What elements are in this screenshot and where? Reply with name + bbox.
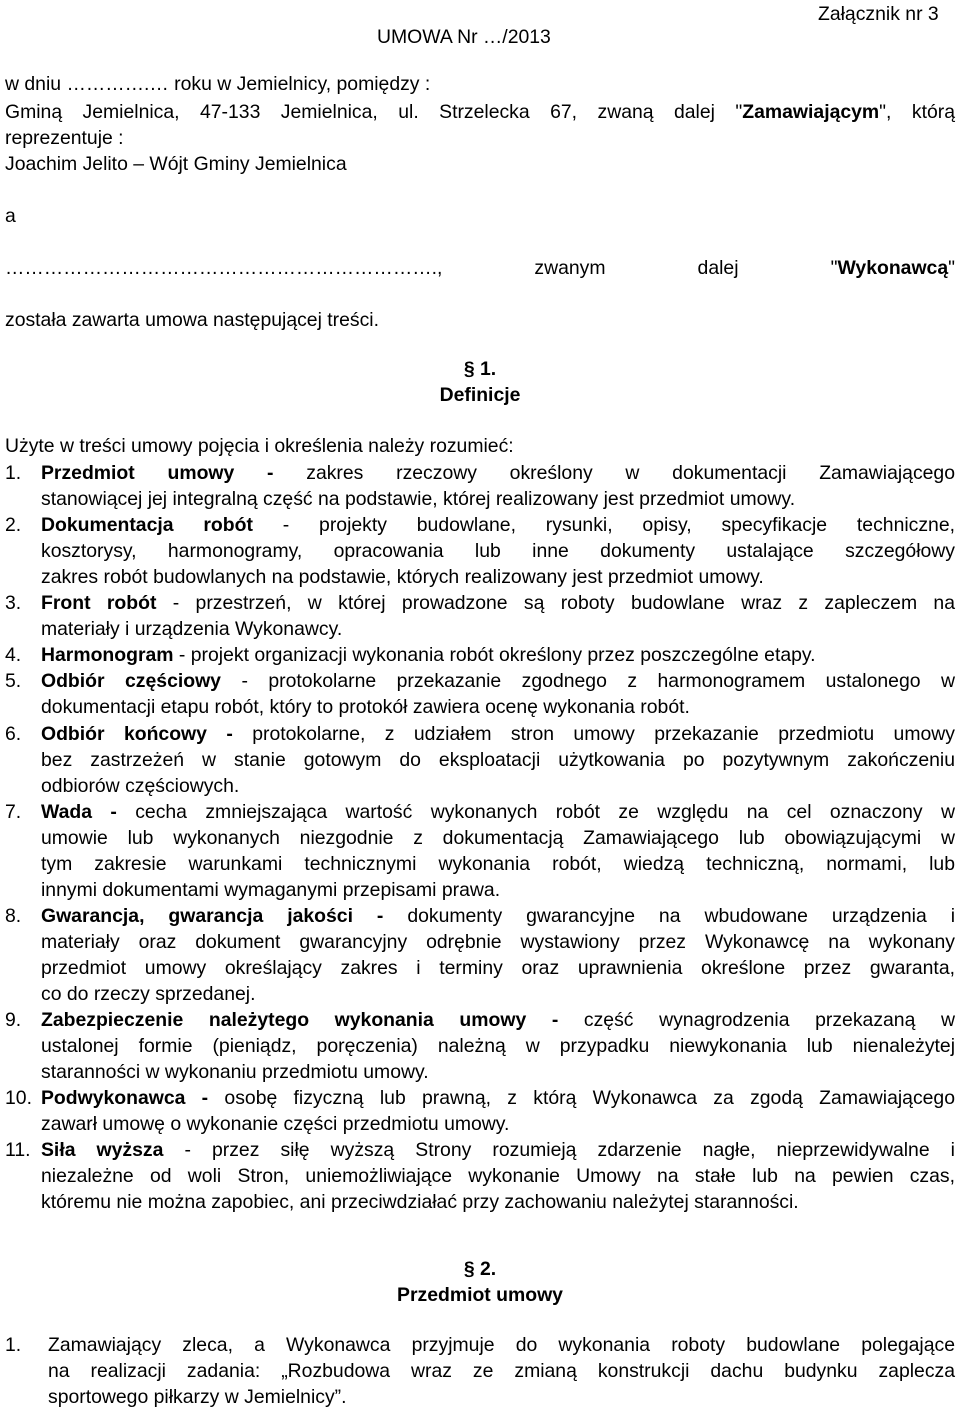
definition-line bbox=[41, 514, 955, 537]
definition-line bbox=[41, 1139, 955, 1162]
definition-line bbox=[41, 462, 955, 485]
definition-term: Harmonogram bbox=[41, 644, 174, 667]
definition-continuation: co do rzeczy sprzedanej. bbox=[41, 983, 256, 1005]
definition-line bbox=[41, 801, 955, 824]
definition-line bbox=[41, 905, 955, 928]
definition-term: Podwykonawca - bbox=[41, 1087, 209, 1110]
definition-term: Odbiór częściowy bbox=[41, 670, 221, 693]
section1-number: § 1. bbox=[463, 358, 497, 380]
definition-number: 8. bbox=[5, 904, 22, 927]
definition-term: Gwarancja, gwarancja jakości - bbox=[41, 904, 384, 927]
intro-line-representative: Joachim Jelito – Wójt Gminy Jemielnica bbox=[5, 153, 347, 175]
definition-continuation: materiały oraz dokument gwarancyjny odrębnie wystawiony przez Wykonawcę na wykonany bbox=[41, 930, 955, 953]
definition-continuation: bez zastrzeżeń w stanie gotowym do eksploatacji użytkowania po pozytywnym zakończeniu bbox=[41, 748, 955, 771]
definition-number: 3. bbox=[5, 592, 22, 615]
definition-continuation: zawarł umowę o wykonanie części przedmiotu umowy. bbox=[41, 1113, 510, 1136]
definition-continuation: któremu nie można zapobiec, ani przeciwdziałać przy zachowaniu należytej staranności. bbox=[41, 1191, 799, 1214]
definition-number: 2. bbox=[5, 514, 22, 537]
definition-term: Dokumentacja robót bbox=[41, 514, 253, 537]
definition-text: osobę fizyczną lub prawną, z którą Wykonawca za zgodą Zamawiającego bbox=[208, 1087, 955, 1110]
definition-term: Siła wyższa bbox=[41, 1139, 164, 1162]
definition-continuation: materiały i urządzenia Wykonawcy. bbox=[41, 618, 343, 641]
definition-text: część wynagrodzenia przekazaną w bbox=[558, 1009, 955, 1032]
definition-continuation: ustalonej formie (pieniądz, poręczenia) należną w przypadku niewykonania lub nienależytej bbox=[41, 1035, 955, 1058]
definition-number: 6. bbox=[5, 722, 22, 745]
intro-line-party2: …………………………………………………………., zwanym dalej "Wykonawcą" bbox=[5, 257, 955, 279]
definition-number: 5. bbox=[5, 670, 22, 693]
definition-line bbox=[41, 644, 955, 667]
intro-line-date: w dniu ………….… roku w Jemielnicy, pomiędzy : bbox=[5, 73, 431, 95]
definition-number: 1. bbox=[5, 462, 22, 484]
intro-line-contract: została zawarta umowa następującej treści. bbox=[5, 309, 379, 331]
section2-item-number: 1. bbox=[5, 1334, 22, 1356]
definition-continuation: kosztorysy, harmonogramy, opracowania lub inne dokumenty ustalające szczegółowy bbox=[41, 540, 955, 563]
definition-text: protokolarne, z udziałem stron umowy przekazanie przedmiotu umowy bbox=[232, 722, 955, 745]
section1-lead: Użyte w treści umowy pojęcia i określenia należy rozumieć: bbox=[5, 435, 514, 457]
definition-number: 11. bbox=[5, 1139, 31, 1162]
definition-text: - przez siłę wyższą Strony rozumieją zdarzenie nagłe, nieprzewidywalne i bbox=[163, 1139, 955, 1162]
definition-line bbox=[41, 1087, 955, 1110]
intro-line-party1: Gminą Jemielnica, 47-133 Jemielnica, ul. Strzelecka 67, zwaną dalej "Zamawiającym", którą bbox=[5, 101, 955, 123]
section2-title: Przedmiot umowy bbox=[397, 1284, 563, 1306]
definition-term: Przedmiot umowy - bbox=[41, 462, 274, 484]
definition-continuation: niezależne od woli Stron, uniemożliwiające wykonanie Umowy na stałe lub na pewien czas, bbox=[41, 1165, 955, 1188]
definition-number: 9. bbox=[5, 1009, 22, 1032]
definition-continuation: stanowiącej jej integralną część na podstawie, której realizowany jest przedmiot umowy. bbox=[41, 488, 796, 511]
definition-line bbox=[41, 723, 955, 746]
section2-number: § 2. bbox=[463, 1258, 497, 1280]
section2-item-line: sportowego piłkarzy w Jemielnicy”. bbox=[48, 1386, 347, 1408]
definition-text: - protokolarne przekazanie zgodnego z harmonogramem ustalonego w bbox=[220, 670, 955, 693]
section2-item-line: Zamawiający zleca, a Wykonawca przyjmuje do wykonania roboty budowlane polegające bbox=[48, 1334, 955, 1356]
definition-continuation: dokumentacji etapu robót, który to protokół zawiera ocenę wykonania robót. bbox=[41, 696, 690, 719]
definition-line bbox=[41, 1009, 955, 1032]
intro-line-represented: reprezentuje : bbox=[5, 127, 124, 149]
definition-continuation: odbiorów częściowych. bbox=[41, 774, 240, 797]
definition-continuation: umowie lub wykonanych niezgodnie z dokumentacją Zamawiającego lub obowiązującymi w bbox=[41, 826, 955, 849]
definition-line bbox=[41, 592, 955, 615]
definition-text: - projekt organizacji wykonania robót określony przez poszczególne etapy. bbox=[173, 644, 816, 667]
definition-text: dokumenty gwarancyjne na wbudowane urządzenia i bbox=[383, 904, 956, 927]
definition-text: cecha zmniejszająca wartość wykonanych robót ze względu na cel oznaczony w bbox=[116, 800, 955, 823]
definition-text: - projekty budowlane, rysunki, opisy, specyfikacje techniczne, bbox=[252, 514, 956, 537]
definition-term: Wada - bbox=[41, 800, 117, 823]
definition-text: - przestrzeń, w której prowadzone są roboty budowlane wraz z zapleczem na bbox=[156, 592, 955, 615]
definition-continuation: tym zakresie warunkami technicznymi wykonania robót, wiedzą techniczną, normami, lub bbox=[41, 852, 955, 875]
intro-line-and: a bbox=[5, 205, 16, 227]
definition-term: Odbiór końcowy - bbox=[41, 722, 233, 745]
definition-continuation: przedmiot umowy określający zakres i terminy oraz uprawnienia określone przez gwaranta, bbox=[41, 956, 955, 979]
definition-continuation: staranności w wykonaniu przedmiotu umowy. bbox=[41, 1061, 429, 1084]
definition-term: Front robót bbox=[41, 592, 157, 615]
zamawiajacy-term: Zamawiającym bbox=[742, 101, 880, 123]
section1-title: Definicje bbox=[439, 384, 521, 406]
definition-number: 10. bbox=[5, 1087, 32, 1110]
section2-item-line: na realizacji zadania: „Rozbudowa wraz ze zmianą konstrukcji dachu budynku zaplecza bbox=[48, 1360, 955, 1382]
definition-number: 7. bbox=[5, 800, 22, 823]
definition-term: Zabezpieczenie należytego wykonania umowy - bbox=[41, 1009, 559, 1032]
document-title: UMOWA Nr …/2013 bbox=[377, 26, 551, 48]
definition-continuation: zakres robót budowlanych na podstawie, których realizowany jest przedmiot umowy. bbox=[41, 566, 764, 589]
definition-text: zakres rzeczowy określony w dokumentacji Zamawiającego bbox=[273, 462, 955, 484]
definition-continuation: innymi dokumentami wymaganymi przepisami prawa. bbox=[41, 878, 501, 901]
definition-number: 4. bbox=[5, 644, 22, 667]
definition-line bbox=[41, 670, 955, 693]
wykonawca-term: Wykonawcą bbox=[837, 257, 949, 279]
attachment-label: Załącznik nr 3 bbox=[818, 3, 939, 25]
